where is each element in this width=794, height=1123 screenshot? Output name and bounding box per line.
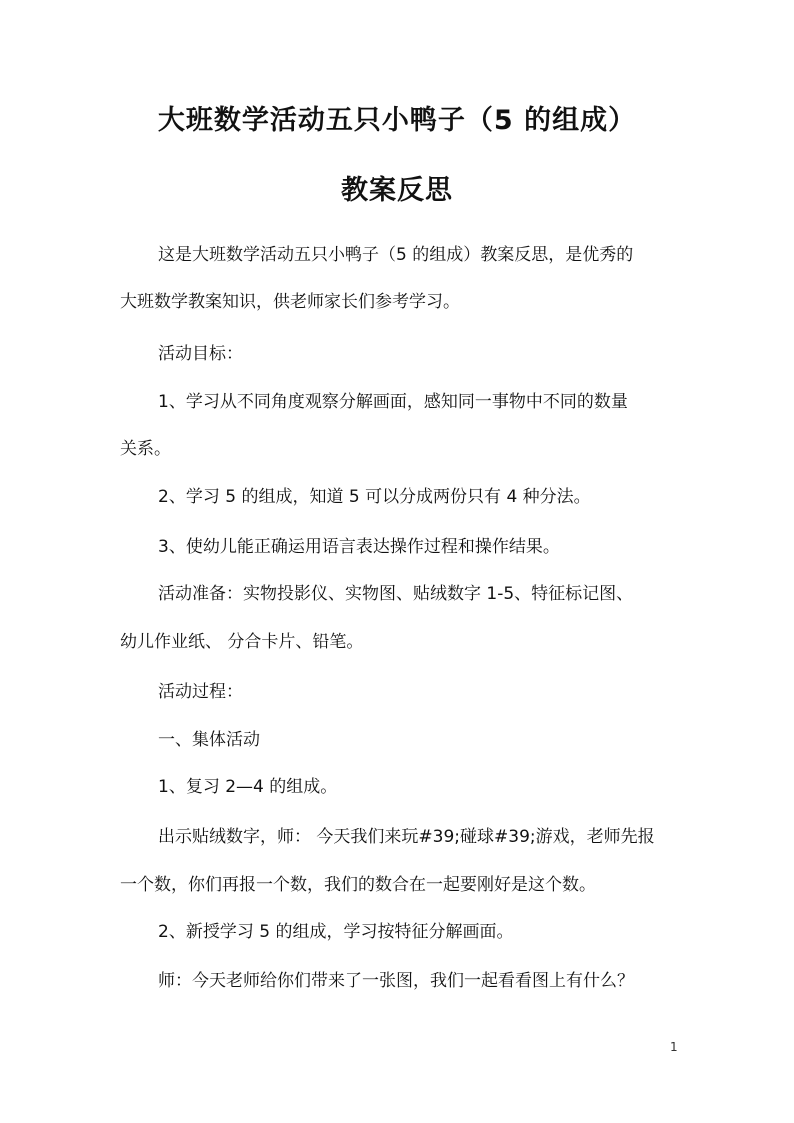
- paragraph: 3、使幼儿能正确运用语言表达操作过程和操作结果。: [158, 537, 560, 557]
- paragraph: 1、学习从不同角度观察分解画面，感知同一事物中不同的数量: [158, 392, 628, 412]
- section-heading: 活动目标：: [158, 344, 243, 364]
- paragraph: 师：今天老师给你们带来了一张图，我们一起看看图上有什么？: [158, 971, 634, 991]
- paragraph: 关系。: [120, 439, 171, 459]
- paragraph: 2、学习 5 的组成，知道 5 可以分成两份只有 4 种分法。: [158, 487, 591, 507]
- paragraph: 1、复习 2—4 的组成。: [158, 777, 338, 797]
- document-title-line1: 大班数学活动五只小鸭子（5 的组成）: [157, 105, 637, 136]
- paragraph: 2、新授学习 5 的组成，学习按特征分解画面。: [158, 922, 514, 942]
- section-heading: 一、集体活动: [158, 730, 260, 750]
- paragraph: 幼儿作业纸、 分合卡片、铅笔。: [120, 632, 364, 652]
- paragraph: 一个数，你们再报一个数，我们的数合在一起要刚好是这个数。: [120, 875, 596, 895]
- paragraph: 大班数学教案知识，供老师家长们参考学习。: [120, 292, 460, 312]
- document-title-line2: 教案反思: [341, 175, 453, 206]
- paragraph: 活动准备：实物投影仪、实物图、贴绒数字 1-5、特征标记图、: [158, 584, 634, 604]
- page-number: 1: [670, 1040, 678, 1054]
- paragraph: 出示贴绒数字，师： 今天我们来玩#39;碰球#39;游戏，老师先报: [158, 827, 655, 847]
- paragraph: 这是大班数学活动五只小鸭子（5 的组成）教案反思，是优秀的: [158, 245, 634, 265]
- section-heading: 活动过程：: [158, 682, 243, 702]
